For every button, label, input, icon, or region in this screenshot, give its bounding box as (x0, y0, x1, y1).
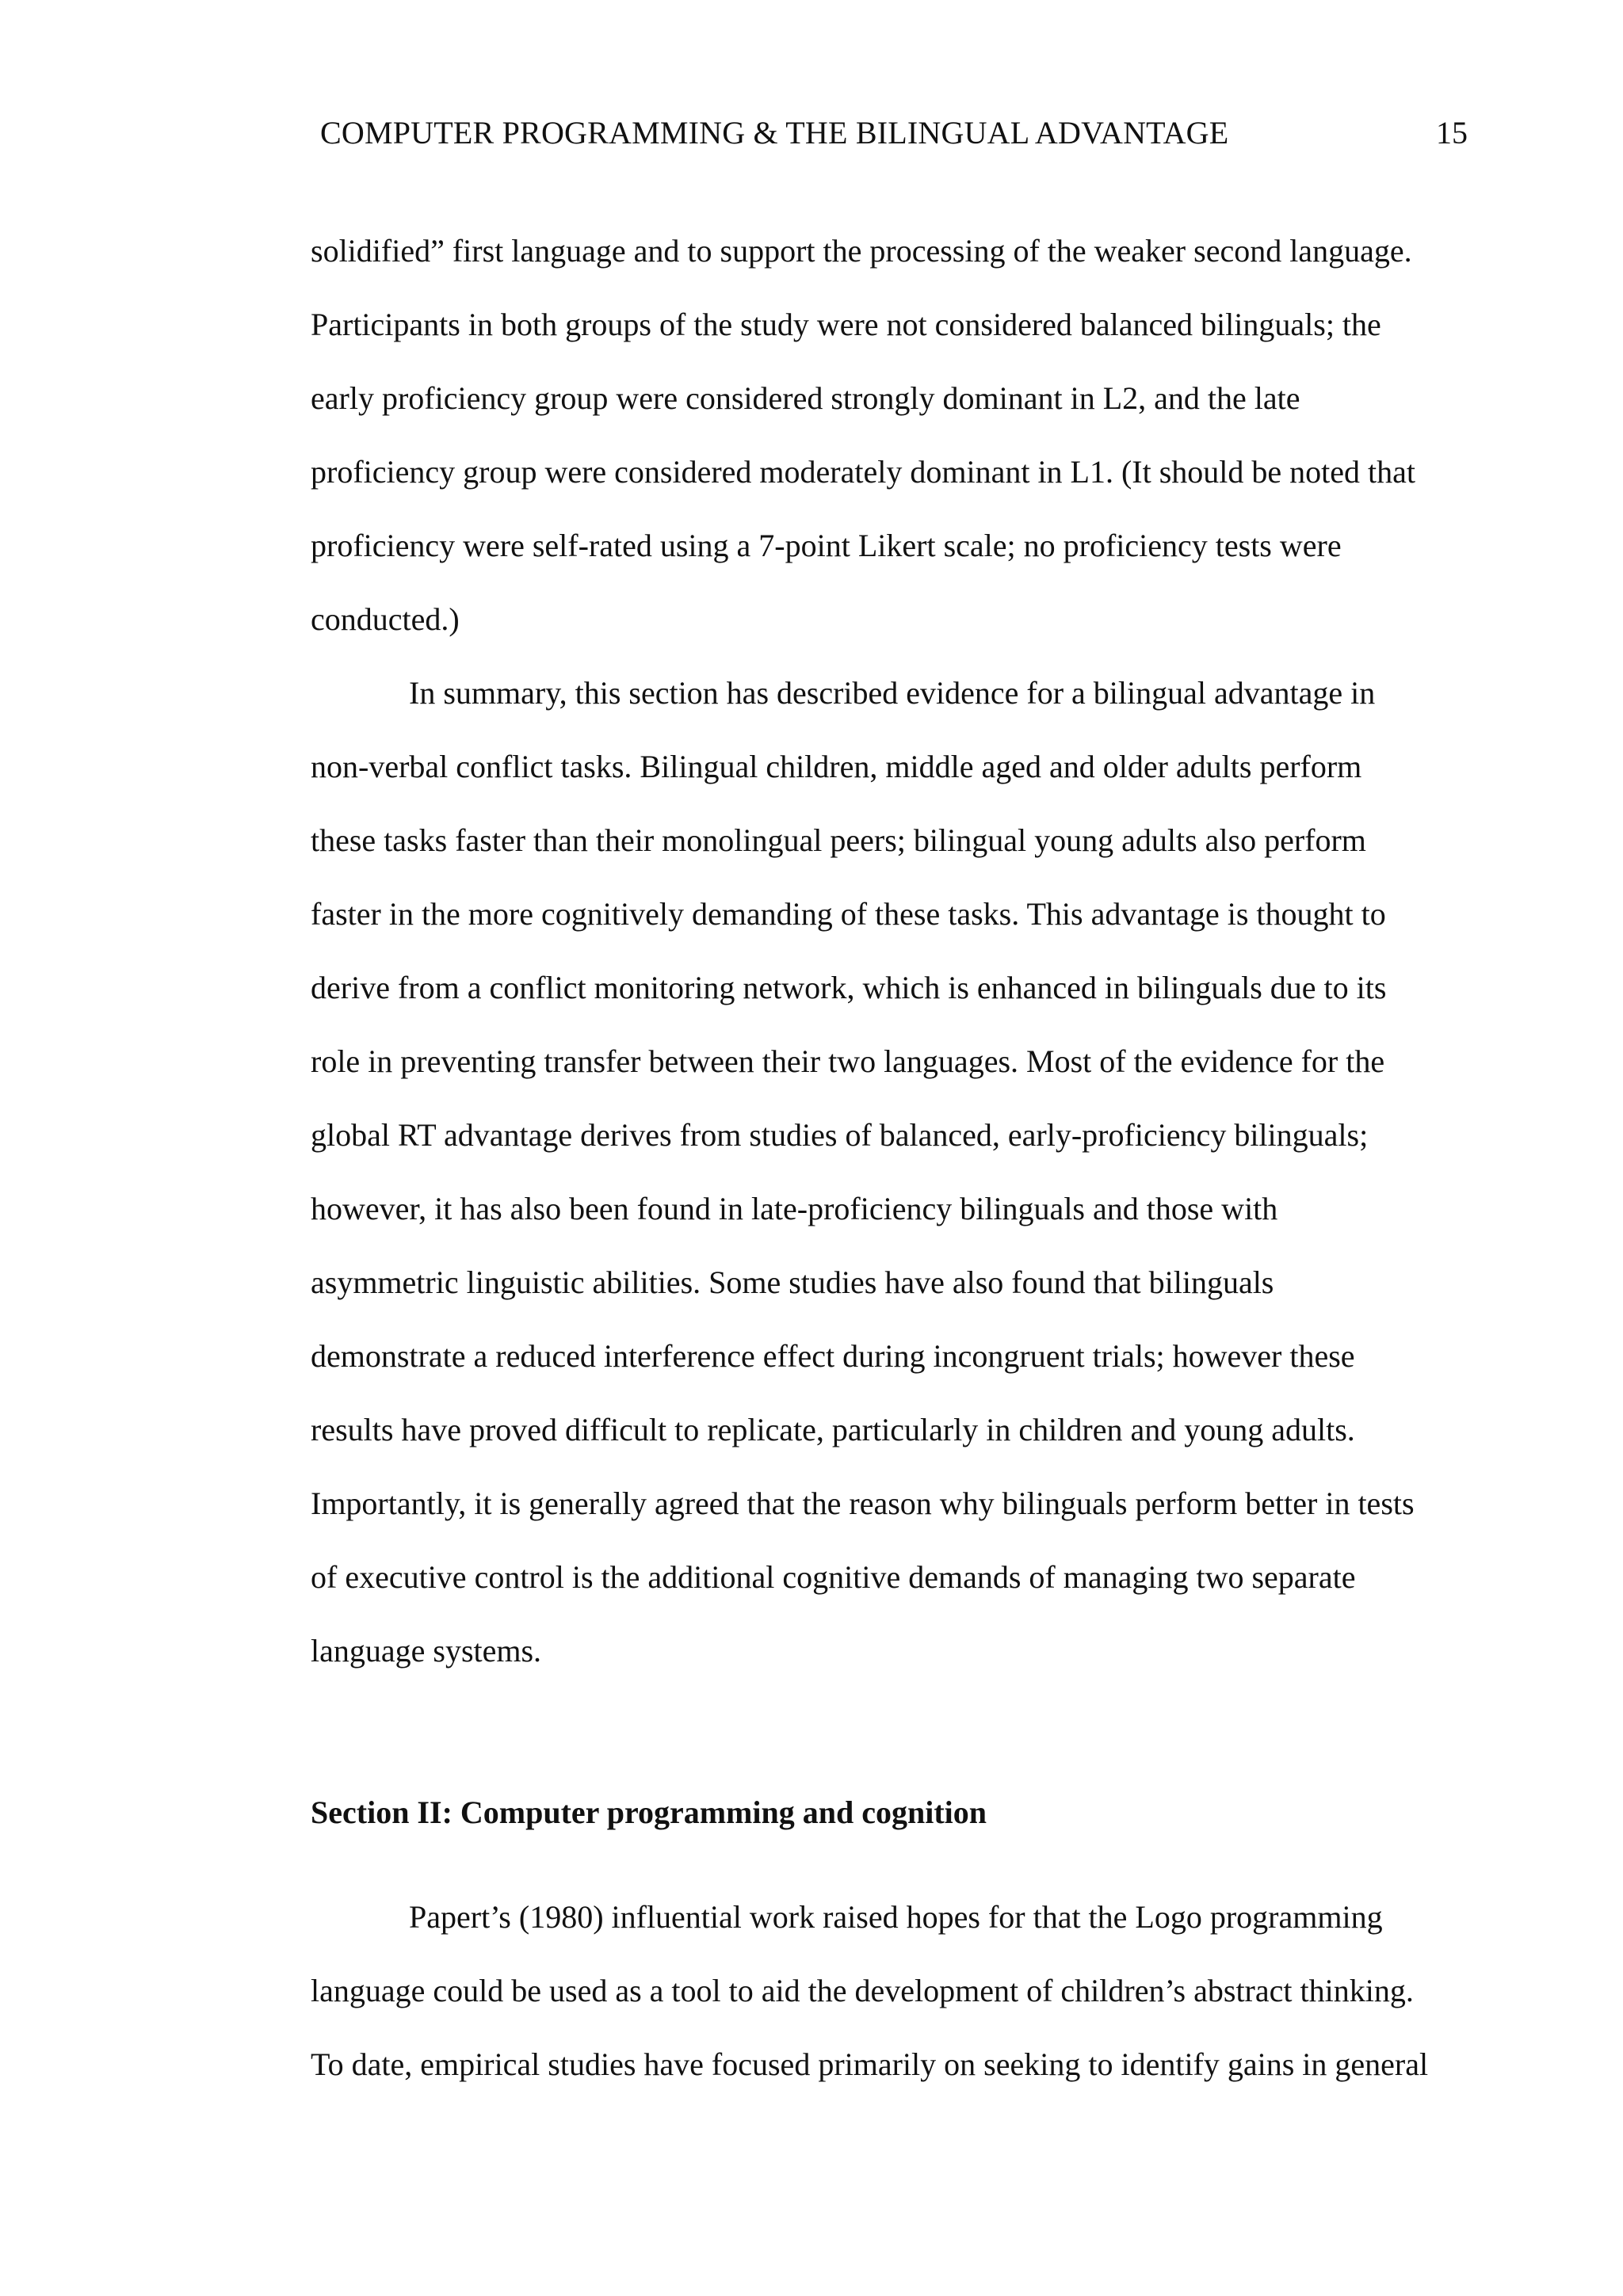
text-line: of executive control is the additional cognitive demands of managing two separate (311, 1559, 1356, 1595)
text-line: asymmetric linguistic abilities. Some studies have also found that bilinguals (311, 1264, 1274, 1300)
text-line: language systems. (311, 1633, 542, 1669)
running-head: COMPUTER PROGRAMMING & THE BILINGUAL ADVANTAGE (320, 115, 1229, 151)
paragraph-continuation (311, 214, 1484, 656)
text-line: results have proved difficult to replicate, particularly in children and young adults. (311, 1412, 1355, 1447)
page-number: 15 (1436, 115, 1468, 151)
section-spacer (311, 1688, 1484, 1791)
paragraph-summary (311, 656, 1484, 1688)
text-line: proficiency were self-rated using a 7-point Likert scale; no proficiency tests were (311, 528, 1342, 563)
text-line: however, it has also been found in late-proficiency bilinguals and those with (311, 1191, 1278, 1226)
section-heading: Section II: Computer programming and cognition (311, 1794, 987, 1830)
text-line: To date, empirical studies have focused primarily on seeking to identify gains in general (311, 2046, 1429, 2082)
text-line: In summary, this section has described evidence for a bilingual advantage in (409, 675, 1376, 711)
text-line: role in preventing transfer between their two languages. Most of the evidence for the (311, 1043, 1385, 1079)
text-line: conducted.) (311, 601, 460, 637)
text-line: language could be used as a tool to aid the development of children’s abstract thinking. (311, 1973, 1414, 2008)
text-line: proficiency group were considered moderately dominant in L1. (It should be noted that (311, 454, 1416, 490)
section-two (311, 1791, 1484, 2101)
text-line: faster in the more cognitively demanding of these tasks. This advantage is thought to (311, 896, 1386, 932)
text-line: solidified” first language and to support the processing of the weaker second language. (311, 233, 1412, 269)
body-text (311, 214, 1484, 2101)
text-line: early proficiency group were considered strongly dominant in L2, and the late (311, 380, 1300, 416)
text-line: Importantly, it is generally agreed that the reason why bilinguals perform better in tests (311, 1486, 1415, 1521)
text-line: Papert’s (1980) influential work raised hopes for that the Logo programming (409, 1899, 1383, 1935)
text-line: derive from a conflict monitoring network, which is enhanced in bilinguals due to its (311, 970, 1387, 1005)
text-line: demonstrate a reduced interference effect during incongruent trials; however these (311, 1338, 1355, 1374)
text-line: these tasks faster than their monolingual peers; bilingual young adults also perform (311, 822, 1366, 858)
text-line: global RT advantage derives from studies of balanced, early-proficiency bilinguals; (311, 1117, 1369, 1153)
text-line: Participants in both groups of the study were not considered balanced bilinguals; the (311, 307, 1381, 342)
text-line: non-verbal conflict tasks. Bilingual children, middle aged and older adults perform (311, 749, 1362, 784)
